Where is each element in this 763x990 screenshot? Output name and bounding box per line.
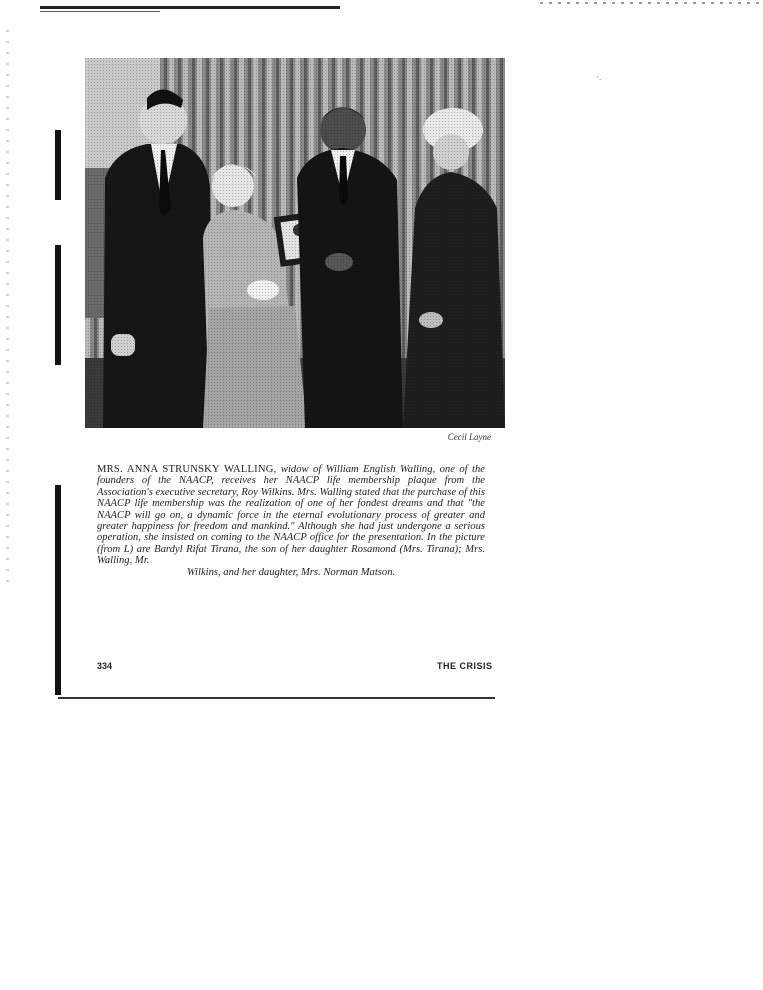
- scan-edge-specks: [6, 30, 9, 590]
- binding-shadow-bar: [55, 130, 61, 200]
- scan-speck: ·.: [596, 72, 602, 82]
- caption-lead: MRS. ANNA STRUNSKY WALLING,: [97, 464, 277, 475]
- photograph: [85, 58, 505, 428]
- caption-last-line: Wilkins, and her daughter, Mrs. Norman Matson.: [186, 566, 396, 578]
- magazine-name: THE CRISIS: [437, 661, 493, 671]
- photo-caption: [97, 464, 485, 578]
- scan-artifact-rule: [40, 6, 340, 9]
- page-number: 334: [97, 661, 113, 671]
- photo-credit: Cecil Layne: [447, 432, 491, 442]
- binding-shadow-bar: [55, 485, 61, 695]
- caption-body: widow of William English Walling, one of the founders of the NAACP, receives her NAACP life membership plaque from the Association's executive secretary, Roy Wilkins. Mrs. Walling stated that the purchase of this NAACP life membership was the realization of one of her fondest dreams and that "the NAACP will go on, a dynamic force in the eternal evolutionary process of greater and greater happiness for freedom and mankind." Although she had just undergone a serious operation, she insisted on coming to the NAACP office for the presentation. In the picture (from L) are Bardyl Rifat Tirana, the son of her daughter Rosamond (Mrs. Tirana); Mrs. Walling, Mr.: [97, 464, 485, 567]
- page-bottom-rule: [58, 697, 495, 699]
- scan-artifact-dots: [540, 2, 763, 4]
- photograph-icon: [85, 58, 505, 428]
- binding-shadow-bar: [55, 245, 61, 365]
- scan-artifact-rule-thin: [40, 11, 160, 12]
